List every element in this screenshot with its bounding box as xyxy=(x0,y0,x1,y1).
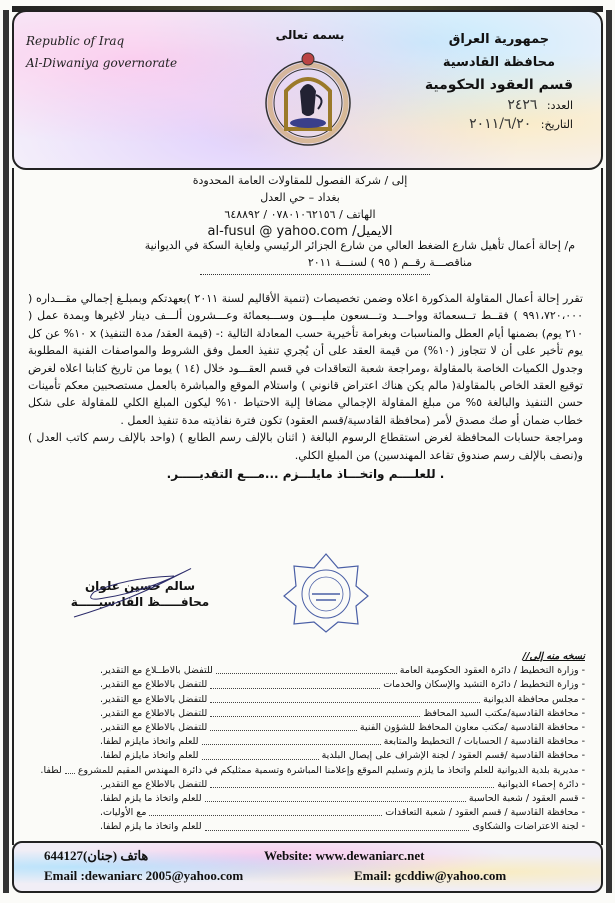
governorate-name-en: Al-Diwaniya governorate xyxy=(26,56,178,70)
date-label: التاريخ: xyxy=(540,118,573,131)
cc-destination: - قسم العقود / شعبة الحاسبة xyxy=(469,792,585,806)
cc-action: للعلم واتخاذ مايلزم لطفا. xyxy=(100,750,199,762)
letterhead-arabic xyxy=(425,28,573,97)
cc-destination: - محافظة القادسية /قسم العقود / لجنة الإشراف على إيصال البلدية xyxy=(322,749,585,763)
cc-list-item xyxy=(100,693,585,707)
letterhead-english xyxy=(26,30,177,74)
cc-destination: - محافظة القادسية / قسم العقود / شعبة التعاقدات xyxy=(385,806,585,820)
cc-action: لطفا. xyxy=(40,764,62,776)
dotted-leader xyxy=(210,678,380,688)
department-name: قسم العقود الحكومية xyxy=(424,77,573,93)
cc-destination: - محافظة القادسية / الحسابات / التخطيط والمتابعة xyxy=(384,735,585,749)
cc-action: للعلم واتخاذ ما يلزم لطفا. xyxy=(100,793,202,805)
basmala: بسمه تعالى xyxy=(275,28,345,42)
signature-block xyxy=(70,578,210,610)
recipient-address: بغداد – حي العدل xyxy=(260,191,340,204)
governorate-emblem-icon xyxy=(262,45,354,149)
governorate-name-ar: محافظة القادسية xyxy=(442,55,556,70)
cc-destination: - وزارة التخطيط / دائرة العقود الحكومية العامة xyxy=(400,664,585,678)
signatory-name: سالم حسين علوان xyxy=(84,579,196,593)
dotted-leader xyxy=(65,764,75,774)
cc-list-item xyxy=(100,664,585,678)
subject-divider xyxy=(200,274,430,275)
cc-list-item xyxy=(100,707,585,721)
subject-block xyxy=(55,237,575,271)
recipient-company: إلى / شركة الفصول للمقاولات العامة المحدودة xyxy=(192,174,408,187)
copies-to-list xyxy=(40,650,585,835)
cc-destination: - محافظة القادسية/مكتب السيد المحافظ xyxy=(423,707,585,721)
cc-destination: - لجنة الاعتراضات والشكاوى xyxy=(472,820,585,834)
body-paragraph-1: تقرر إحالة أعمال المقاولة المذكورة اعلاه وضمن تخصيصات (تنمية الأقاليم لسنة ٢٠١١ )بعهدتكم وبمبلـغ إجمالي مقـــداره ( ٩٩١،٧٢٠،٠٠٠ ) فقــط تــسعمائة وواحـــد وتـــسعون مليـــون وســـبعمائة وعـــشرون ألـــف دينار لاغيرها وبمدة عمل ( ٢١٠ يوم) بضمنها أيام العطل والمناسبات وبغرامة تأخيرية حسب المعادلة التالية :- (قيمة العقد/ مدة التنفيذ) x ١٠% عن كل يوم تأخير على أن لا تتجاوز (١٠%) من قيمة العقد على أن يُجري تنفيذ العمل وفق الشروط والمواصفات الفنية المطلوبة وجدول الكميات الخاصة بالمقاولة ،ومراجعة شعبة التعاقدات في قسم العقـــود خلال (١٤ ) يوما من تاريخ كتابنا اعلاه لغرض توقيع العقد الخاص بالمقاولة( مالم يكن هناك اعتراض قانوني ) واستلام الموقع والمباشرة بالعمل مستصحبين معكم تأمينات حسن التنفيذ والبالغة ٥% من مبلغ المقاولة الإجمالي مضافا إلية الاحتياط ١٠% ليكون المبلغ الكلي للمقاولة على شكل خطاب ضمان أو صك مصدق لأمر (محافظة القادسية/قسم العقود) تكون فترة نفاذيته مدة تنفيذ العمل . xyxy=(28,292,584,427)
recipient-phone: الهاتف / ٠٧٨٠١٠٦٢١٥٦ / ٦٤٨٨٩٢ xyxy=(224,208,376,221)
cc-action: مع الأوليات. xyxy=(100,807,147,819)
cc-action: للتفضل بالاطلاع مع التقدير. xyxy=(100,693,208,705)
footer-website[interactable]: Website: www.dewaniarc.net xyxy=(264,848,425,863)
subject-line: م/ إحالة أعمال تأهيل شارع الضغط العالي من شارع الجزائر الرئيسي ولغاية السكة في الديوانية xyxy=(144,239,575,252)
cc-destination: - دائرة إحصاء الديوانية xyxy=(497,778,585,792)
official-stamp-icon xyxy=(282,552,370,632)
cc-list-item xyxy=(100,749,585,763)
date-value: ٢٠١١/٦/٢٠ xyxy=(469,116,532,132)
handwritten-signature-icon xyxy=(64,562,214,622)
tender-number: مناقصـــة رقــم ( ٩٥ ) لسنـــة ٢٠١١ xyxy=(307,256,473,269)
dotted-leader xyxy=(216,664,397,674)
country-name-ar: جمهورية العراق xyxy=(448,32,550,47)
cc-destination: - وزارة التخطيط / دائرة التشيد والإسكان والخدمات xyxy=(383,678,585,692)
closing-line: . للعلــــم واتخـــاذ مايلـــزم ...مـــع التقديـــــر. xyxy=(166,467,445,482)
dotted-leader xyxy=(210,721,357,731)
recipient-block xyxy=(160,172,440,240)
dotted-leader xyxy=(210,778,494,788)
cc-list-item xyxy=(100,820,585,834)
dotted-leader xyxy=(210,693,480,703)
dotted-leader xyxy=(202,735,381,745)
signatory-title: محافـــــظ القادسيـــــة xyxy=(70,595,210,609)
ref-number-value: ٢٤٢٦ xyxy=(507,97,538,113)
ref-number-label: العدد: xyxy=(546,99,573,112)
country-name-en: Republic of Iraq xyxy=(26,34,125,48)
cc-action: للعلم واتخاذ ما يلزم لطفا. xyxy=(100,821,202,833)
cc-list-item xyxy=(100,721,585,735)
cc-action: للعلم واتخاذ مايلزم لطفا. xyxy=(100,736,199,748)
cc-action: للتفضل بالاطلاع مع التقدير. xyxy=(100,707,208,719)
footer-email-1[interactable]: Email :dewaniarc 2005@yahoo.com xyxy=(44,868,244,883)
cc-action: للتفضل بالاطلاع مع التقدير. xyxy=(100,722,208,734)
copies-to-title: نسخه منه إلى// xyxy=(522,651,585,662)
footer-phone: 644127هاتف (جنان) xyxy=(44,848,149,863)
cc-destination: - محافظة القادسية /مكتب معاون المحافظ للشؤون الفنية xyxy=(360,721,585,735)
letter-body xyxy=(28,290,583,483)
footer-email-2[interactable]: Email: gcddiw@yahoo.com xyxy=(354,868,507,883)
right-border xyxy=(606,10,612,893)
dotted-leader xyxy=(205,792,466,802)
cc-list-item xyxy=(100,678,585,692)
cc-list-item xyxy=(100,778,585,792)
cc-list-item xyxy=(100,735,585,749)
cc-list-item xyxy=(100,792,585,806)
cc-destination: - مجلس محافظة الديوانية xyxy=(483,693,585,707)
dotted-leader xyxy=(205,820,470,830)
cc-list-item xyxy=(40,764,585,778)
left-border xyxy=(3,10,9,893)
dotted-leader xyxy=(149,806,382,816)
recipient-email: الايميل/ al-fusul @ yahoo.com xyxy=(207,224,393,239)
dotted-leader xyxy=(210,707,420,717)
cc-destination: - مديرية بلدية الديوانية للعلم واتخاذ ما يلزم وتسليم الموقع وإعلامنا المباشرة وتسمية ممثليكم في دائرة المهندس المقيم للمشروع xyxy=(78,764,585,778)
cc-action: للتفضل بالاطلاع مع التقدير. xyxy=(100,679,208,691)
cc-list-item xyxy=(100,806,585,820)
letter-footer xyxy=(12,841,603,893)
reference-block xyxy=(469,96,573,134)
cc-action: للتفضل بالاطلاع مع التقدير. xyxy=(100,778,208,790)
dotted-leader xyxy=(202,749,319,759)
body-paragraph-2: ومراجعة حسابات المحافظة لغرض استقطاع الرسوم البالغة ( اثنان بالإلف رسم الطابع ) (واحد بالإلف رسم كاتب العدل ) و(نصف بالإلف رسم صندوق تقاعد المهندسين) من المبلغ الكلي. xyxy=(28,431,583,462)
cc-action: للتفضل بالاطــلاع مع التقدير. xyxy=(100,665,213,677)
